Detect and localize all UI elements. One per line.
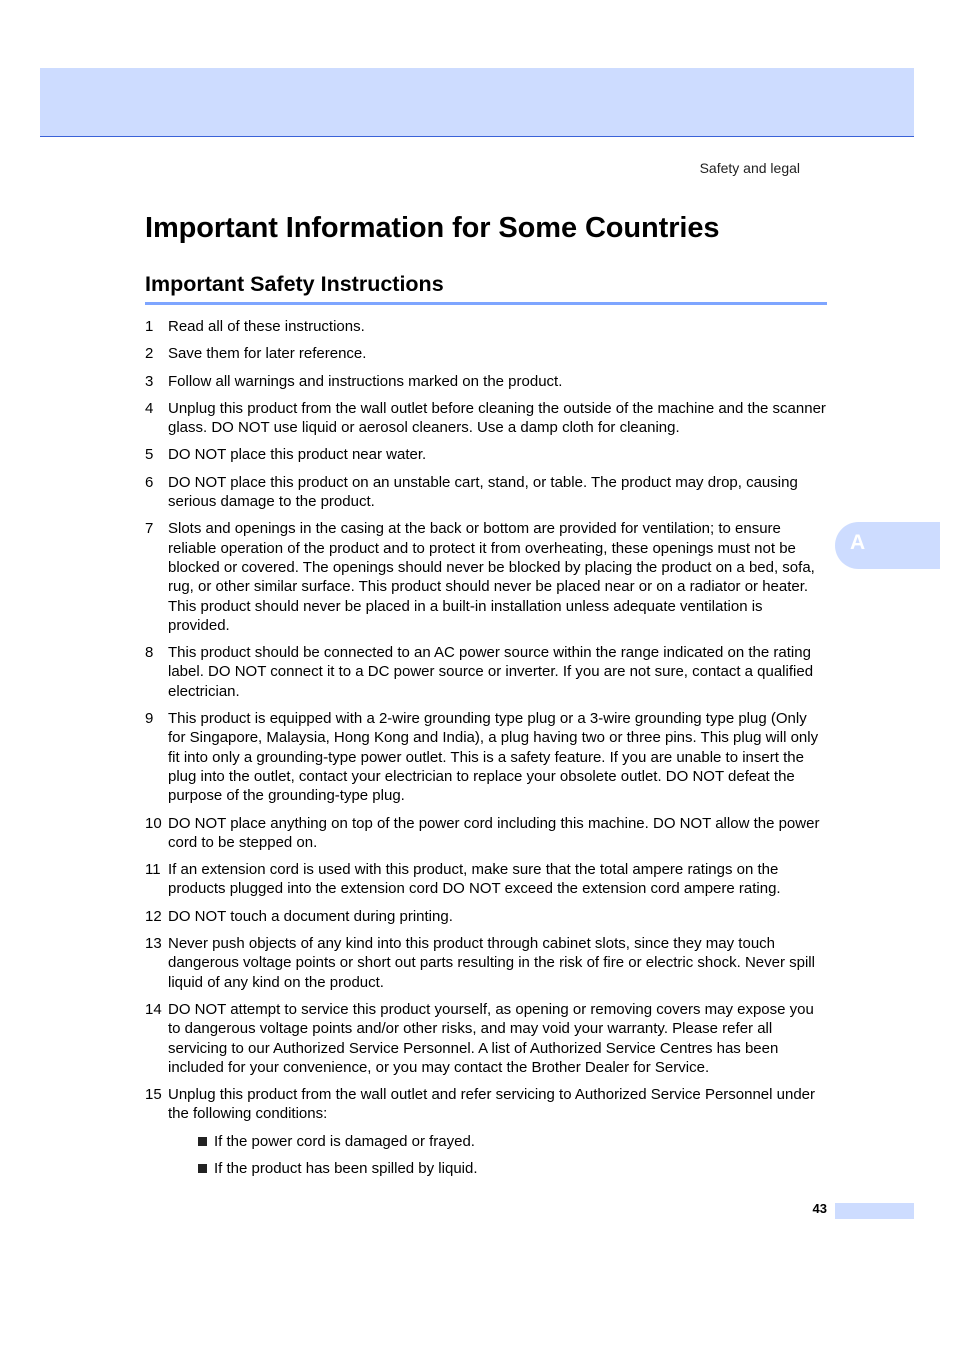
square-bullet-icon: [196, 1159, 214, 1178]
item-number: 5: [145, 446, 154, 464]
item-text: Unplug this product from the wall outlet and refer servicing to Authorized Service Personnel under the following conditions:: [168, 1086, 816, 1123]
list-item: [145, 907, 827, 926]
list-item: [145, 814, 827, 853]
bullet-text: If the power cord is damaged or frayed.: [214, 1132, 475, 1150]
item-number: 7: [145, 520, 154, 538]
item-number: 1: [145, 318, 154, 335]
list-item: [145, 372, 827, 391]
list-item: [145, 1085, 827, 1186]
item-number: 12: [145, 907, 162, 925]
list-item: [145, 445, 827, 464]
item-text: DO NOT touch a document during printing.: [168, 907, 453, 925]
item-text: DO NOT place this product near water.: [168, 446, 427, 464]
page-number: 43: [812, 1201, 827, 1216]
list-item: [145, 709, 827, 805]
list-item: [145, 317, 827, 336]
item-text: Save them for later reference.: [168, 345, 367, 363]
safety-instructions-list: [145, 317, 827, 1194]
list-item: [145, 1000, 827, 1077]
item-text: This product should be connected to an AC power source within the range indicated on the rating label. DO NOT connect it to a DC power source or inverter. If you are not sure, contact a qualified electrician.: [168, 644, 814, 700]
bullet-item: [196, 1132, 827, 1151]
item-text: This product is equipped with a 2-wire grounding type plug or a 3-wire grounding type plug (Only for Singapore, Malaysia, Hong Kong and India), a plug having two or three pins. This plug will only fit into only a grounding-type power outlet. This is a safety feature. If you are unable to insert the plug into the outlet, contact your electrician to replace your obsolete outlet. DO NOT defeat the purpose of the grounding-type plug.: [168, 710, 819, 805]
section-divider: [145, 302, 827, 305]
list-item: [145, 860, 827, 899]
bullet-item: [196, 1159, 827, 1178]
list-item: [145, 934, 827, 992]
appendix-side-tab: [835, 522, 940, 569]
item-text: Follow all warnings and instructions marked on the product.: [168, 372, 563, 390]
item-text: DO NOT attempt to service this product yourself, as opening or removing covers may expose you to dangerous voltage points and/or other risks, and may void your warranty. Please refer all servicing to our Authorized Service Personnel. A list of Authorized Service Centres has been included for your convenience, or you may contact the Brother Dealer for Service.: [168, 1000, 814, 1076]
page-number-bar: [835, 1203, 914, 1219]
running-header: Safety and legal: [699, 160, 800, 176]
item-number: 4: [145, 399, 154, 417]
square-bullet-icon: [196, 1132, 214, 1151]
section-title: Important Safety Instructions: [145, 272, 444, 296]
item-text: DO NOT place anything on top of the power cord including this machine. DO NOT allow the power cord to be stepped on.: [168, 814, 820, 851]
chapter-title: Important Information for Some Countries: [145, 212, 720, 244]
item-text: Read all of these instructions.: [168, 318, 365, 335]
item-number: 6: [145, 473, 154, 491]
item-number: 3: [145, 372, 154, 390]
item-number: 13: [145, 935, 162, 953]
conditions-list: [196, 1132, 827, 1179]
item-number: 11: [145, 861, 161, 879]
top-banner: [40, 68, 914, 137]
item-number: 9: [145, 710, 154, 728]
item-number: 2: [145, 345, 154, 363]
item-text: Slots and openings in the casing at the back or bottom are provided for ventilation; to ensure reliable operation of the product and to protect it from overheating, these openings must not be blocked or covered. The openings should never be blocked by placing the product on a bed, sofa, rug, or other similar surface. This product should never be placed near or on a radiator or heater. This product should never be placed in a built-in installation unless adequate ventilation is provided.: [168, 520, 815, 634]
item-text: Unplug this product from the wall outlet before cleaning the outside of the machine and the scanner glass. DO NOT use liquid or aerosol cleaners. Use a damp cloth for cleaning.: [168, 399, 826, 437]
item-text: Never push objects of any kind into this product through cabinet slots, since they may touch dangerous voltage points or short out parts resulting in the risk of fire or electric shock. Never spill liquid of any kind on the product.: [168, 935, 815, 991]
list-item: [145, 519, 827, 635]
bullet-text: If the product has been spilled by liquid.: [214, 1159, 478, 1177]
item-text: If an extension cord is used with this product, make sure that the total ampere ratings on the products plugged into the extension cord DO NOT exceed the extension cord ampere rating.: [168, 861, 781, 898]
side-tab-label: A: [850, 531, 866, 554]
item-number: 14: [145, 1000, 162, 1018]
list-item: [145, 344, 827, 363]
list-item: [145, 399, 827, 438]
item-text: DO NOT place this product on an unstable cart, stand, or table. The product may drop, causing serious damage to the product.: [168, 473, 798, 511]
item-number: 8: [145, 644, 154, 662]
list-item: [145, 473, 827, 512]
item-number: 10: [145, 814, 162, 832]
item-number: 15: [145, 1086, 162, 1104]
list-item: [145, 643, 827, 701]
